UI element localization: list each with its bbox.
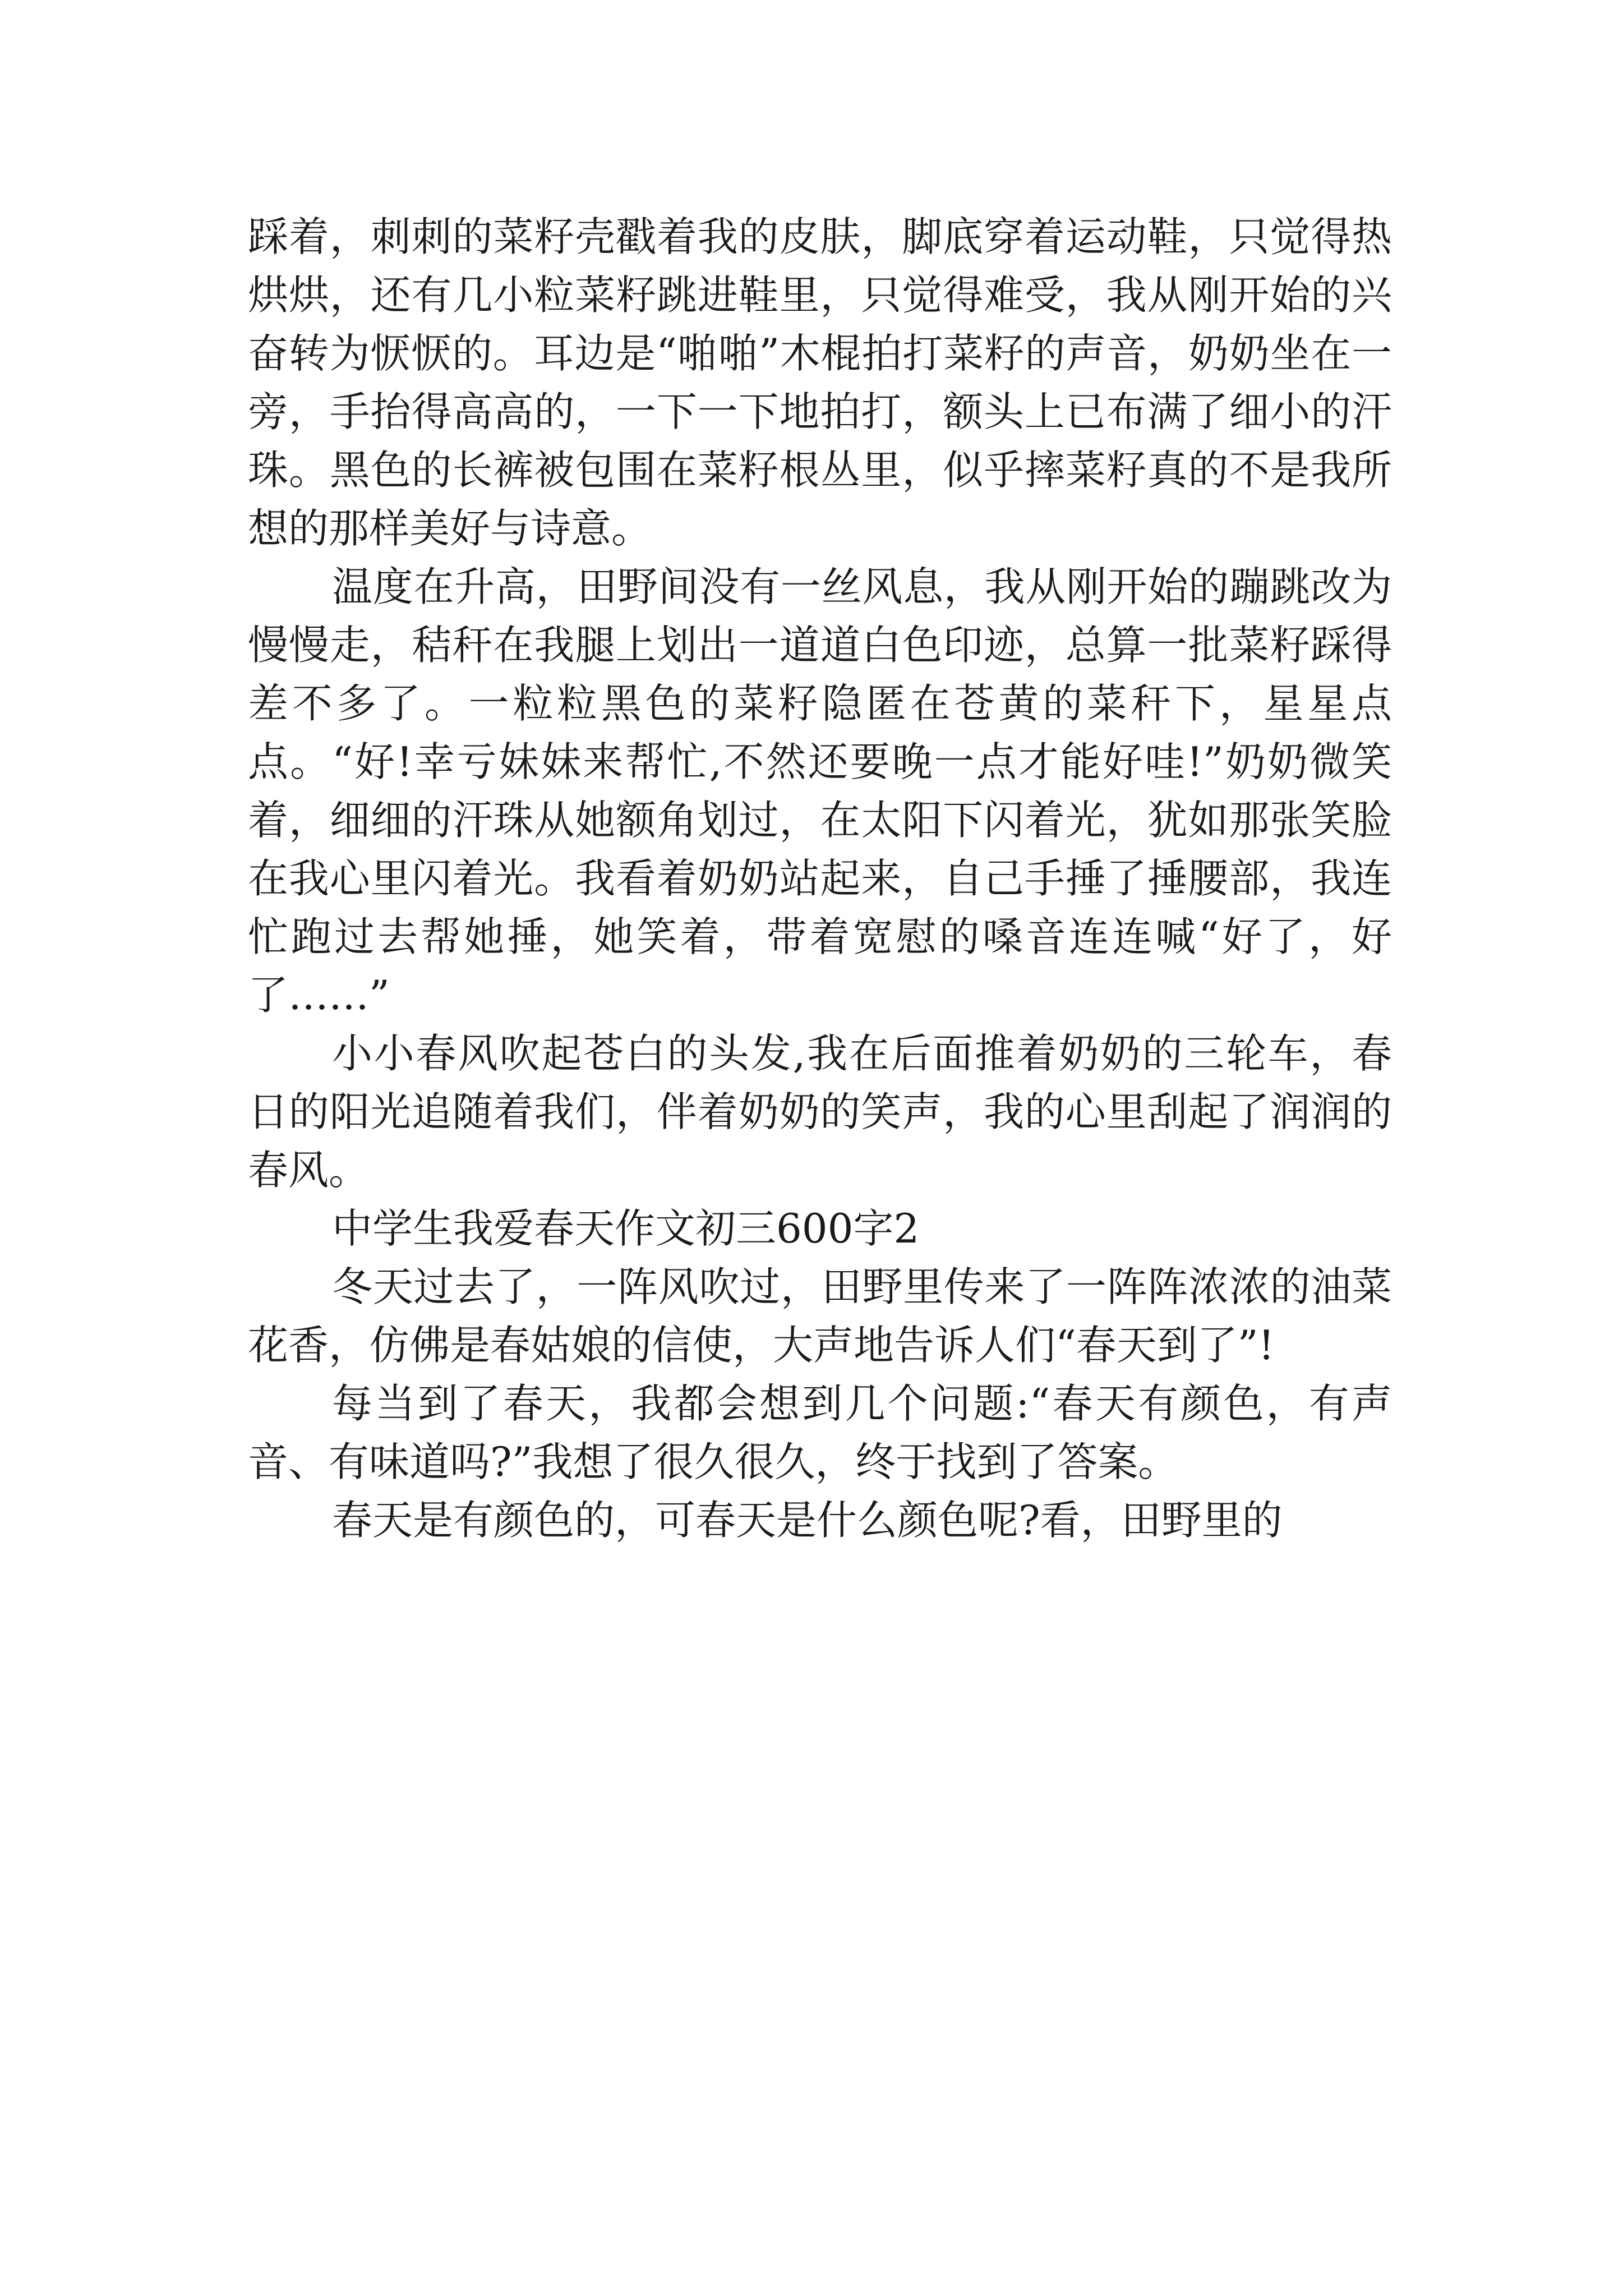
paragraph-4: 冬天过去了，一阵风吹过，田野里传来了一阵阵浓浓的油菜花香，仿佛是春姑娘的信使，大声地告诉人们“春天到了”! — [248, 1263, 1392, 1369]
paragraph-2: 温度在升高，田野间没有一丝风息，我从刚开始的蹦跳改为慢慢走，秸秆在我腿上划出一道道白色印迹，总算一批菜籽踩得差不多了。一粒粒黑色的菜籽隐匿在苍黄的菜秆下，星星点点。“好!幸亏妹妹来帮忙,不然还要晚一点才能好哇!”奶奶微笑着，细细的汗珠从她额角划过，在太阳下闪着光，犹如那张笑脸在我心里闪着光。我看着奶奶站起来，自己手捶了捶腰部，我连忙跑过去帮她捶，她笑着，带着宽慰的嗓音连连喊“好了，好了……” — [248, 563, 1392, 1019]
paragraph-1: 踩着，刺刺的菜籽壳戳着我的皮肤，脚底穿着运动鞋，只觉得热烘烘，还有几小粒菜籽跳进鞋里，只觉得难受，我从刚开始的兴奋转为恹恹的。耳边是“啪啪”木棍拍打菜籽的声音，奶奶坐在一旁，手抬得高高的，一下一下地拍打，额头上已布满了细小的汗珠。黑色的长裤被包围在菜籽根丛里，似乎摔菜籽真的不是我所想的那样美好与诗意。 — [248, 213, 1392, 552]
paragraph-3: 小小春风吹起苍白的头发,我在后面推着奶奶的三轮车，春日的阳光追随着我们，伴着奶奶的笑声，我的心里刮起了润润的春风。 — [248, 1030, 1392, 1194]
document-body — [248, 208, 1392, 1549]
paragraph-5: 每当到了春天，我都会想到几个问题:“春天有颜色，有声音、有味道吗?”我想了很久很久，终于找到了答案。 — [248, 1380, 1392, 1485]
paragraph-6: 春天是有颜色的，可春天是什么颜色呢?看，田野里的 — [332, 1497, 1283, 1544]
section-heading: 中学生我爱春天作文初三600字2 — [332, 1205, 920, 1252]
